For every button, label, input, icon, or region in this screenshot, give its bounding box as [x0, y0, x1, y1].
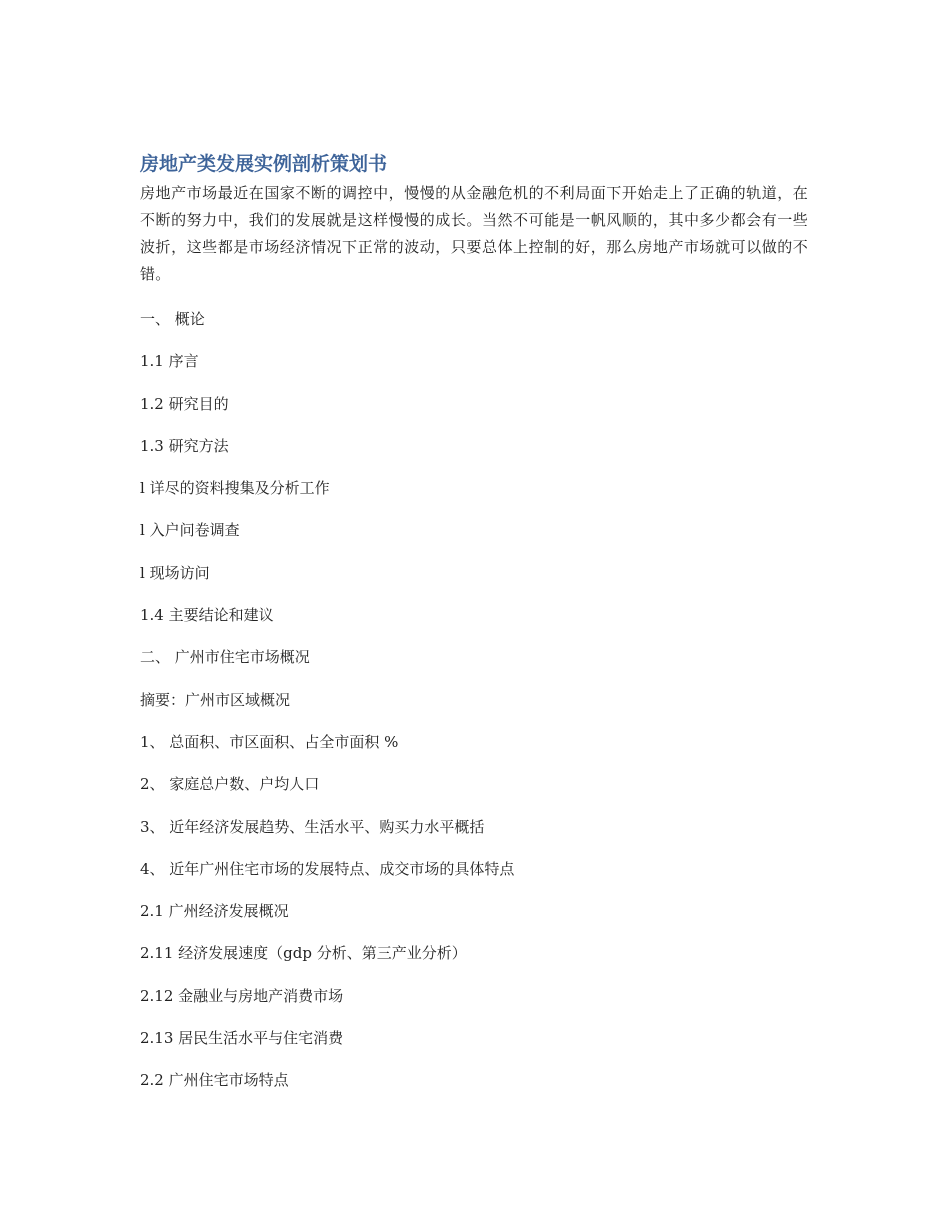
subsection-preface: 1.1 序言 [140, 352, 199, 371]
subsection-research-purpose: 1.2 研究目的 [140, 394, 229, 413]
document-title: 房地产类发展实例剖析策划书 [140, 153, 388, 175]
subsection-economy: 2.1 广州经济发展概况 [140, 902, 289, 921]
bullet-data-collection: l 详尽的资料搜集及分析工作 [140, 479, 330, 498]
subsection-conclusions: 1.4 主要结论和建议 [140, 606, 274, 625]
subsection-living-standard: 2.13 居民生活水平与住宅消费 [140, 1029, 344, 1048]
subsection-growth-speed: 2.11 经济发展速度（gdp 分析、第三产业分析） [140, 944, 467, 963]
list-item-area: 1、 总面积、市区面积、占全市面积 % [140, 732, 399, 751]
section-heading-market-overview: 二、 广州市住宅市场概况 [140, 648, 310, 667]
intro-paragraph: 房地产市场最近在国家不断的调控中，慢慢的从金融危机的不利局面下开始走上了正确的轨道，在不断的努力中，我们的发展就是这样慢慢的成长。当然不可能是一帆风顺的，其中多少都会有一些波折，这些都是市场经济情况下正常的波动，只要总体上控制的好，那么房地产市场就可以做的不错。 [140, 184, 808, 283]
subsection-finance: 2.12 金融业与房地产消费市场 [140, 986, 344, 1005]
subsection-housing-market: 2.2 广州住宅市场特点 [140, 1071, 289, 1090]
summary-line: 摘要：广州市区域概况 [140, 690, 291, 709]
list-item-economic-trend: 3、 近年经济发展趋势、生活水平、购买力水平概括 [140, 817, 485, 836]
bullet-questionnaire: l 入户问卷调查 [140, 521, 240, 540]
subsection-research-method: 1.3 研究方法 [140, 436, 229, 455]
list-item-market-features: 4、 近年广州住宅市场的发展特点、成交市场的具体特点 [140, 859, 515, 878]
list-item-households: 2、 家庭总户数、户均人口 [140, 775, 320, 794]
bullet-site-visit: l 现场访问 [140, 563, 210, 582]
section-heading-overview: 一、 概论 [140, 310, 205, 328]
document-body [140, 150, 808, 1112]
